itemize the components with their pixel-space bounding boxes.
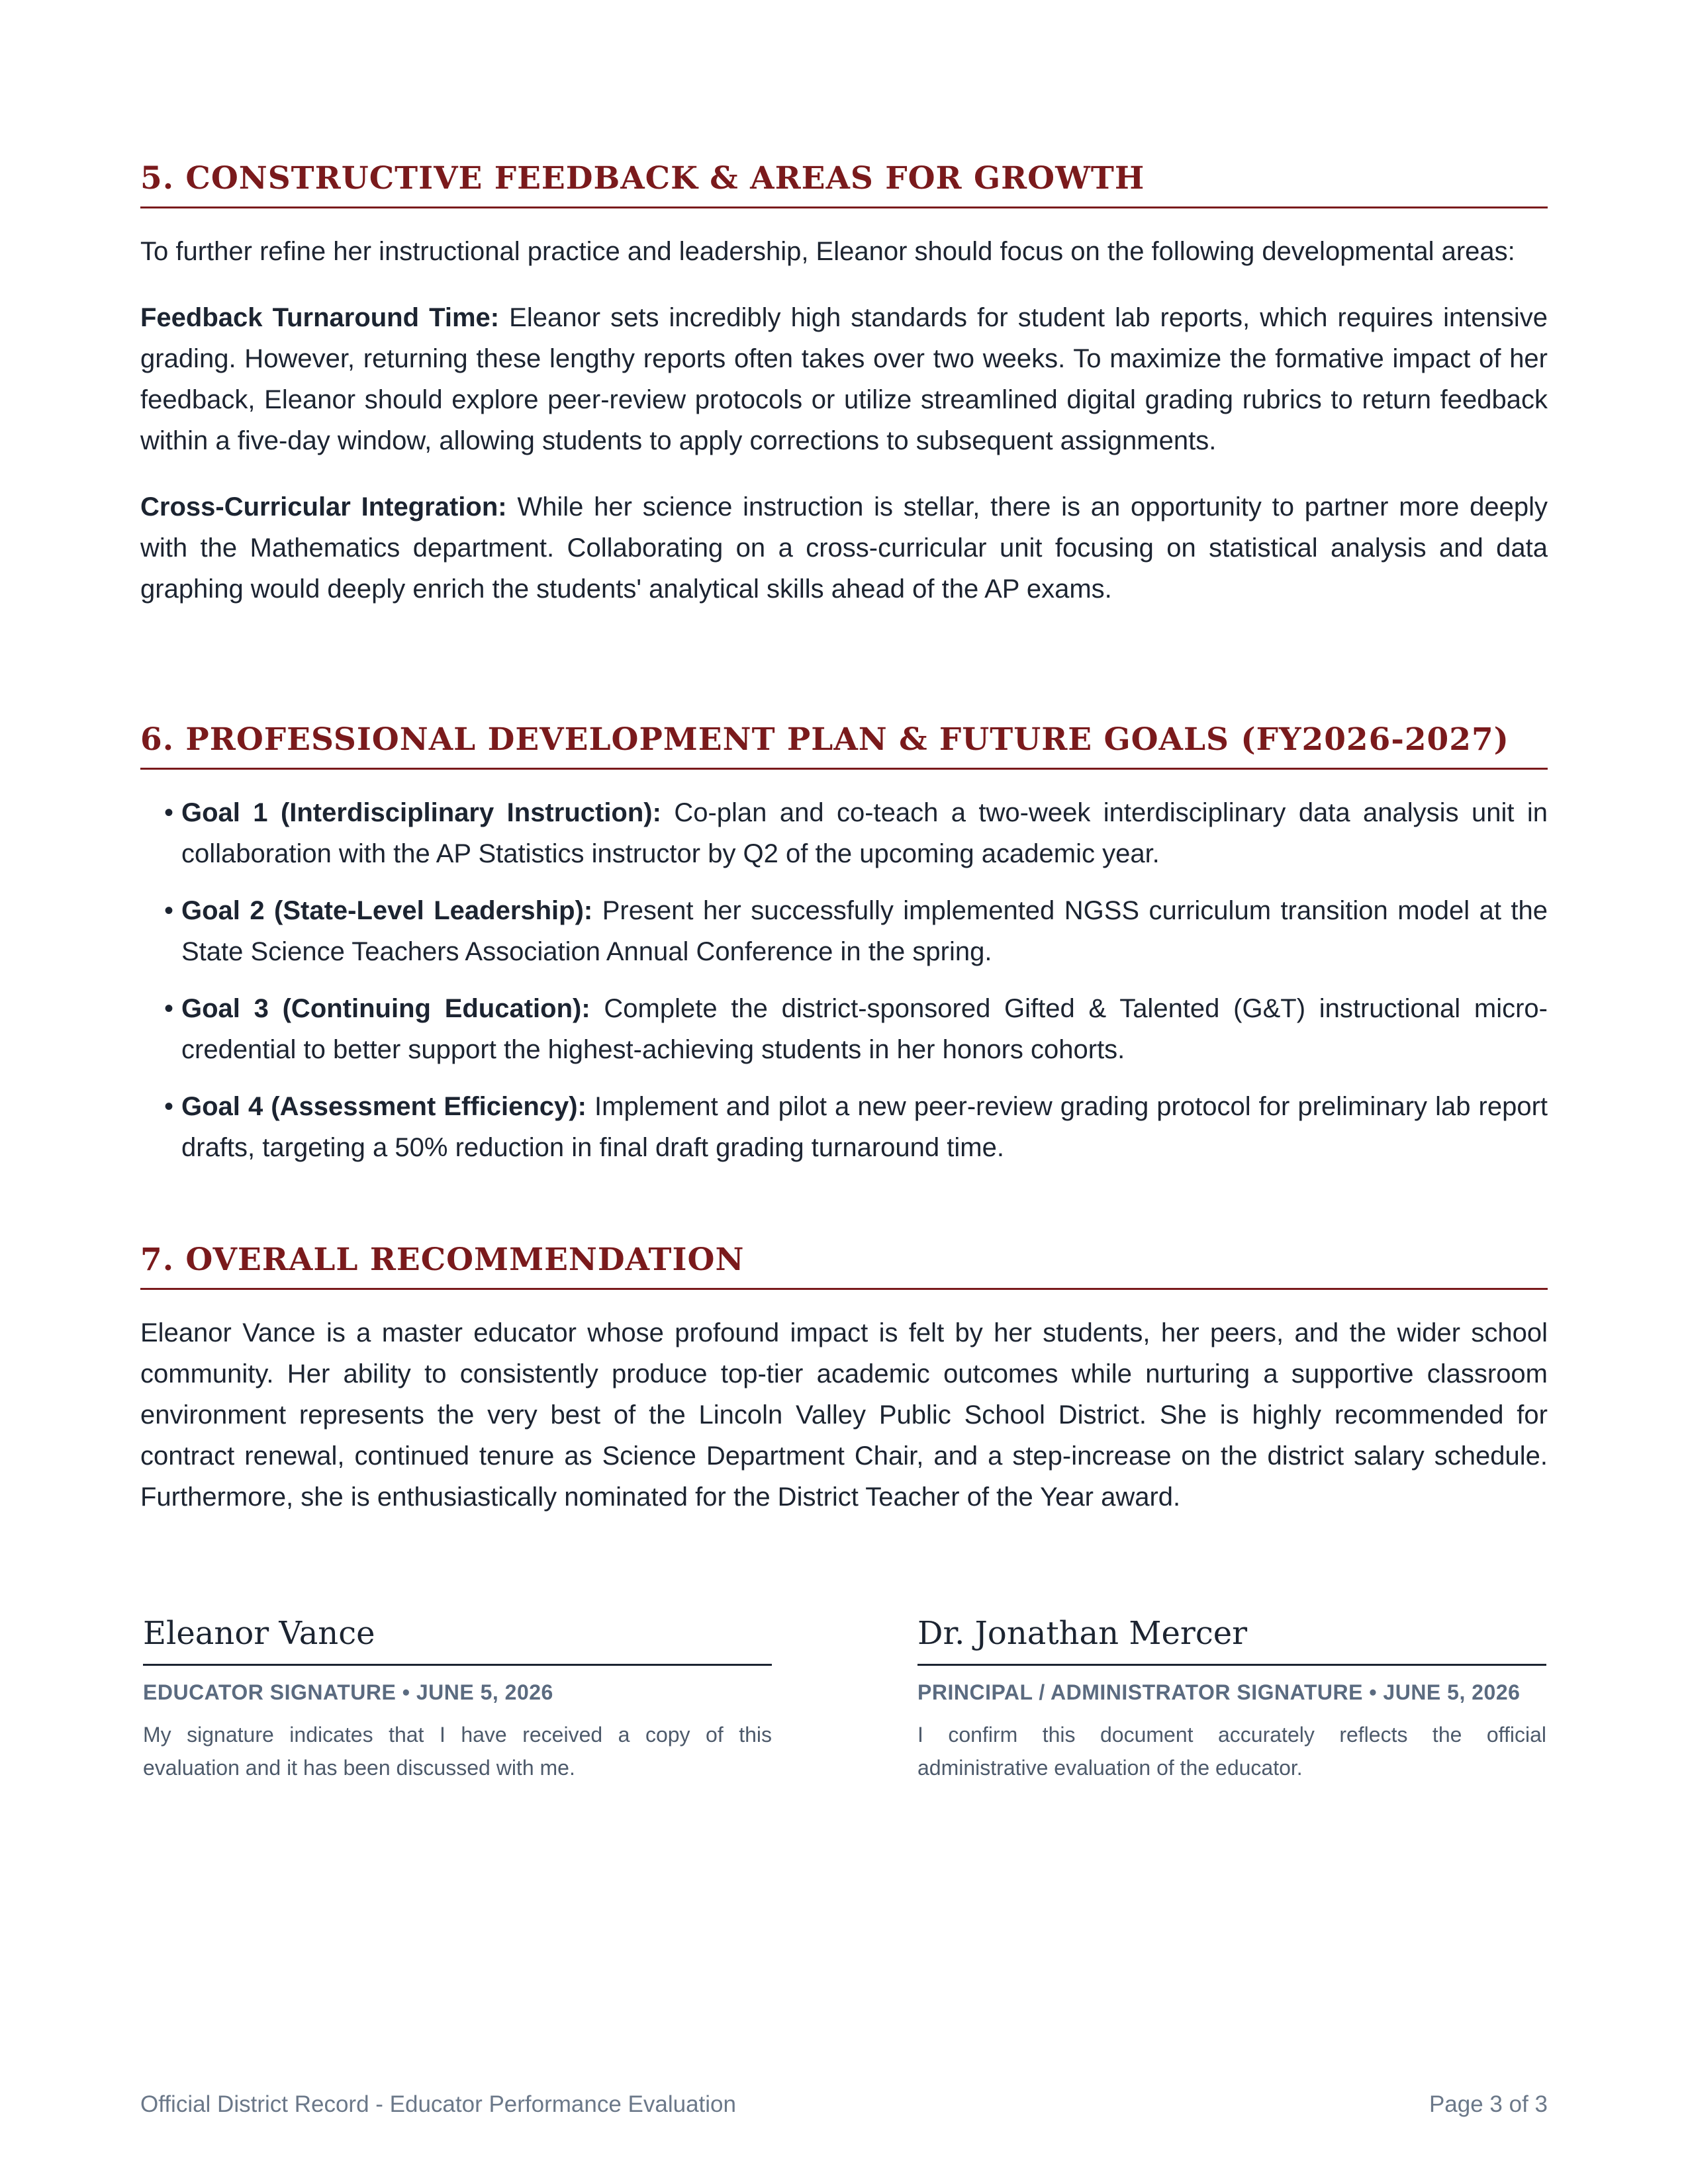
signature-label: PRINCIPAL / ADMINISTRATOR SIGNATURE • JUNE 5, 2026 bbox=[917, 1680, 1521, 1704]
goal-label: Goal 4 (Assessment Efficiency): bbox=[181, 1092, 586, 1122]
principal-signature-block bbox=[917, 1615, 1546, 1784]
goal-text: Complete the district-sponsored Gifted & Talented (G&T) instructional micro-credential to better support the highest-achieving students in her honors cohorts. bbox=[181, 994, 1548, 1065]
recommendation-text: Eleanor Vance is a master educator whose profound impact is felt by her students, her peers, and the wider school community. Her ability to consistently produce top-tier academic outcomes while nurturing a supportive classroom environment represents the very best of the Lincoln Valley Public School District. She is highly recommended for contract renewal, continued tenure as Science Department Chair, and a step-increase on the district salary schedule. Furthermore, she is enthusiastically nominated for the District Teacher of the Year award. bbox=[140, 1318, 1548, 1512]
feedback-item bbox=[140, 486, 1548, 610]
goal-label: Goal 1 (Interdisciplinary Instruction): bbox=[181, 798, 661, 828]
feedback-item bbox=[140, 297, 1548, 461]
goal-text: Present her successfully implemented NGSS curriculum transition model at the State Science Teachers Association Annual Conference in the spring. bbox=[181, 896, 1548, 967]
footer-record-label: Official District Record - Educator Performance Evaluation bbox=[140, 2091, 736, 2117]
page-number: Page 3 of 3 bbox=[1429, 2091, 1548, 2117]
goal-label: Goal 2 (State-Level Leadership): bbox=[181, 896, 593, 926]
section-constructive-feedback bbox=[140, 160, 1548, 610]
signature-note: I confirm this document accurately reflects the official administrative evaluation of the educator. bbox=[917, 1722, 1546, 1780]
goals-list bbox=[140, 792, 1548, 1168]
bullet-icon: • bbox=[164, 798, 174, 828]
feedback-item-label: Feedback Turnaround Time: bbox=[140, 303, 500, 333]
signature-row bbox=[140, 1615, 1548, 1813]
list-item bbox=[140, 792, 1548, 874]
goal-text: Co-plan and co-teach a two-week interdisciplinary data analysis unit in collaboration with the AP Statistics instructor by Q2 of the upcoming academic year. bbox=[181, 798, 1548, 869]
section-title: 6. PROFESSIONAL DEVELOPMENT PLAN & FUTURE GOALS (FY2026-2027) bbox=[140, 721, 1548, 770]
signature-name: Dr. Jonathan Mercer bbox=[917, 1615, 1546, 1666]
bullet-icon: • bbox=[164, 896, 174, 926]
signature-name: Eleanor Vance bbox=[143, 1615, 772, 1666]
educator-signature-block bbox=[143, 1615, 772, 1784]
signature-label: EDUCATOR SIGNATURE • JUNE 5, 2026 bbox=[143, 1680, 553, 1704]
section-overall-recommendation bbox=[140, 1242, 1548, 1518]
list-item bbox=[140, 1086, 1548, 1168]
list-item bbox=[140, 890, 1548, 972]
bullet-icon: • bbox=[164, 1092, 174, 1122]
section-title: 7. OVERALL RECOMMENDATION bbox=[140, 1242, 1548, 1290]
feedback-item-label: Cross-Curricular Integration: bbox=[140, 492, 507, 522]
section-title: 5. CONSTRUCTIVE FEEDBACK & AREAS FOR GROWTH bbox=[140, 160, 1548, 208]
list-item bbox=[140, 988, 1548, 1070]
goal-text: Implement and pilot a new peer-review grading protocol for preliminary lab report drafts, targeting a 50% reduction in final draft grading turnaround time. bbox=[181, 1092, 1548, 1163]
feedback-item-text: While her science instruction is stellar, there is an opportunity to partner more deeply with the Mathematics department. Collaborating on a cross-curricular unit focusing on statistical analysis and data graphing would deeply enrich the students' analytical skills ahead of the AP exams. bbox=[140, 492, 1548, 604]
bullet-icon: • bbox=[164, 994, 174, 1024]
feedback-item-text: Eleanor sets incredibly high standards for student lab reports, which requires intensive grading. However, returning these lengthy reports often takes over two weeks. To maximize the formative impact of her feedback, Eleanor should explore peer-review protocols or utilize streamlined digital grading rubrics to return feedback within a five-day window, allowing students to apply corrections to subsequent assignments. bbox=[140, 303, 1548, 456]
section-professional-development bbox=[140, 721, 1548, 1184]
section-intro: To further refine her instructional practice and leadership, Eleanor should focus on the following developmental areas: bbox=[140, 237, 1515, 267]
goal-label: Goal 3 (Continuing Education): bbox=[181, 994, 590, 1024]
signature-note: My signature indicates that I have received a copy of this evaluation and it has been discussed with me. bbox=[143, 1722, 772, 1780]
